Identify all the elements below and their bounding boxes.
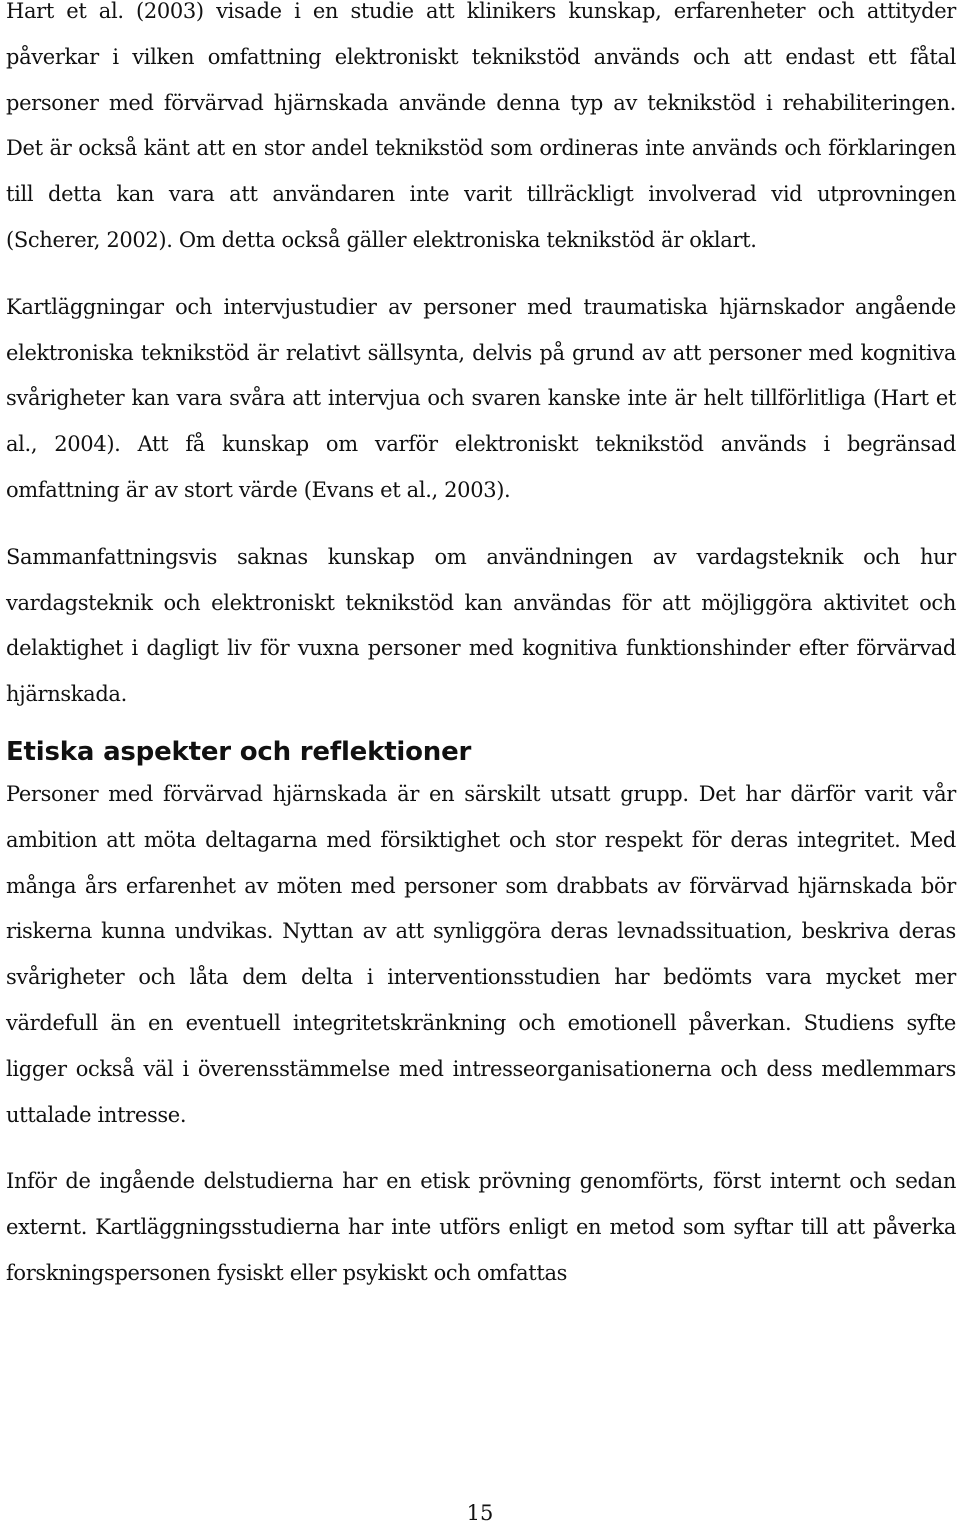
- document-page: [6, 0, 956, 1297]
- paragraph-etiska-aspekter: Personer med förvärvad hjärnskada är en särskilt utsatt grupp. Det har därför varit vår ambition att möta deltagarna med försiktighet och stor respekt för deras integritet. Med många års erfarenhet av möten med personer som drabbats av förvärvad hjärnskada bör riskerna kunna undvikas. Nyttan av att synliggöra deras levnadssituation, beskriva deras svårigheter och låta dem delta i interventionsstudien har bedömts vara mycket mer värdefull än en eventuell integritetskränkning och emotionell påverkan. Studiens syfte ligger också väl i överensstämmelse med intresseorganisationerna och dess medlemmars uttalade intresse.: [6, 781, 956, 1127]
- paragraph-sammanfattningsvis: Sammanfattningsvis saknas kunskap om användningen av vardagsteknik och hur vardagsteknik och elektroniskt teknikstöd kan användas för att möjliggöra aktivitet och delaktighet i dagligt liv för vuxna personer med kognitiva funktionshinder efter förvärvad hjärnskada.: [6, 544, 956, 707]
- paragraph-hart-2003: Hart et al. (2003) visade i en studie att klinikers kunskap, erfarenheter och attityder påverkar i vilken omfattning elektroniskt teknikstöd används och att endast ett fåtal personer med förvärvad hjärnskada använde denna typ av teknikstöd i rehabiliteringen. Det är också känt att en stor andel teknikstöd som ordineras inte används och förklaringen till detta kan vara att användaren inte varit tillräckligt involverad vid utprovningen (Scherer, 2002). Om detta också gäller elektroniska teknikstöd är oklart.: [6, 0, 956, 252]
- section-heading: Etiska aspekter och reflektioner: [6, 736, 472, 767]
- paragraph-etisk-provning: Inför de ingående delstudierna har en etisk prövning genomförts, först internt och sedan externt. Kartläggningsstudierna har inte utförs enligt en metod som syftar till att påverka forskningspersonen fysiskt eller psykiskt och omfattas: [6, 1169, 956, 1285]
- page-number: 15: [466, 1501, 494, 1525]
- paragraph-kartlaggningar: Kartläggningar och intervjustudier av personer med traumatiska hjärnskador angående elektroniska teknikstöd är relativt sällsynta, delvis på grund av att personer med kognitiva svårigheter kan vara svåra att intervjua och svaren kanske inte är helt tillförlitliga (Hart et al., 2004). Att få kunskap om varför elektroniskt teknikstöd används i begränsad omfattning är av stort värde (Evans et al., 2003).: [6, 294, 956, 502]
